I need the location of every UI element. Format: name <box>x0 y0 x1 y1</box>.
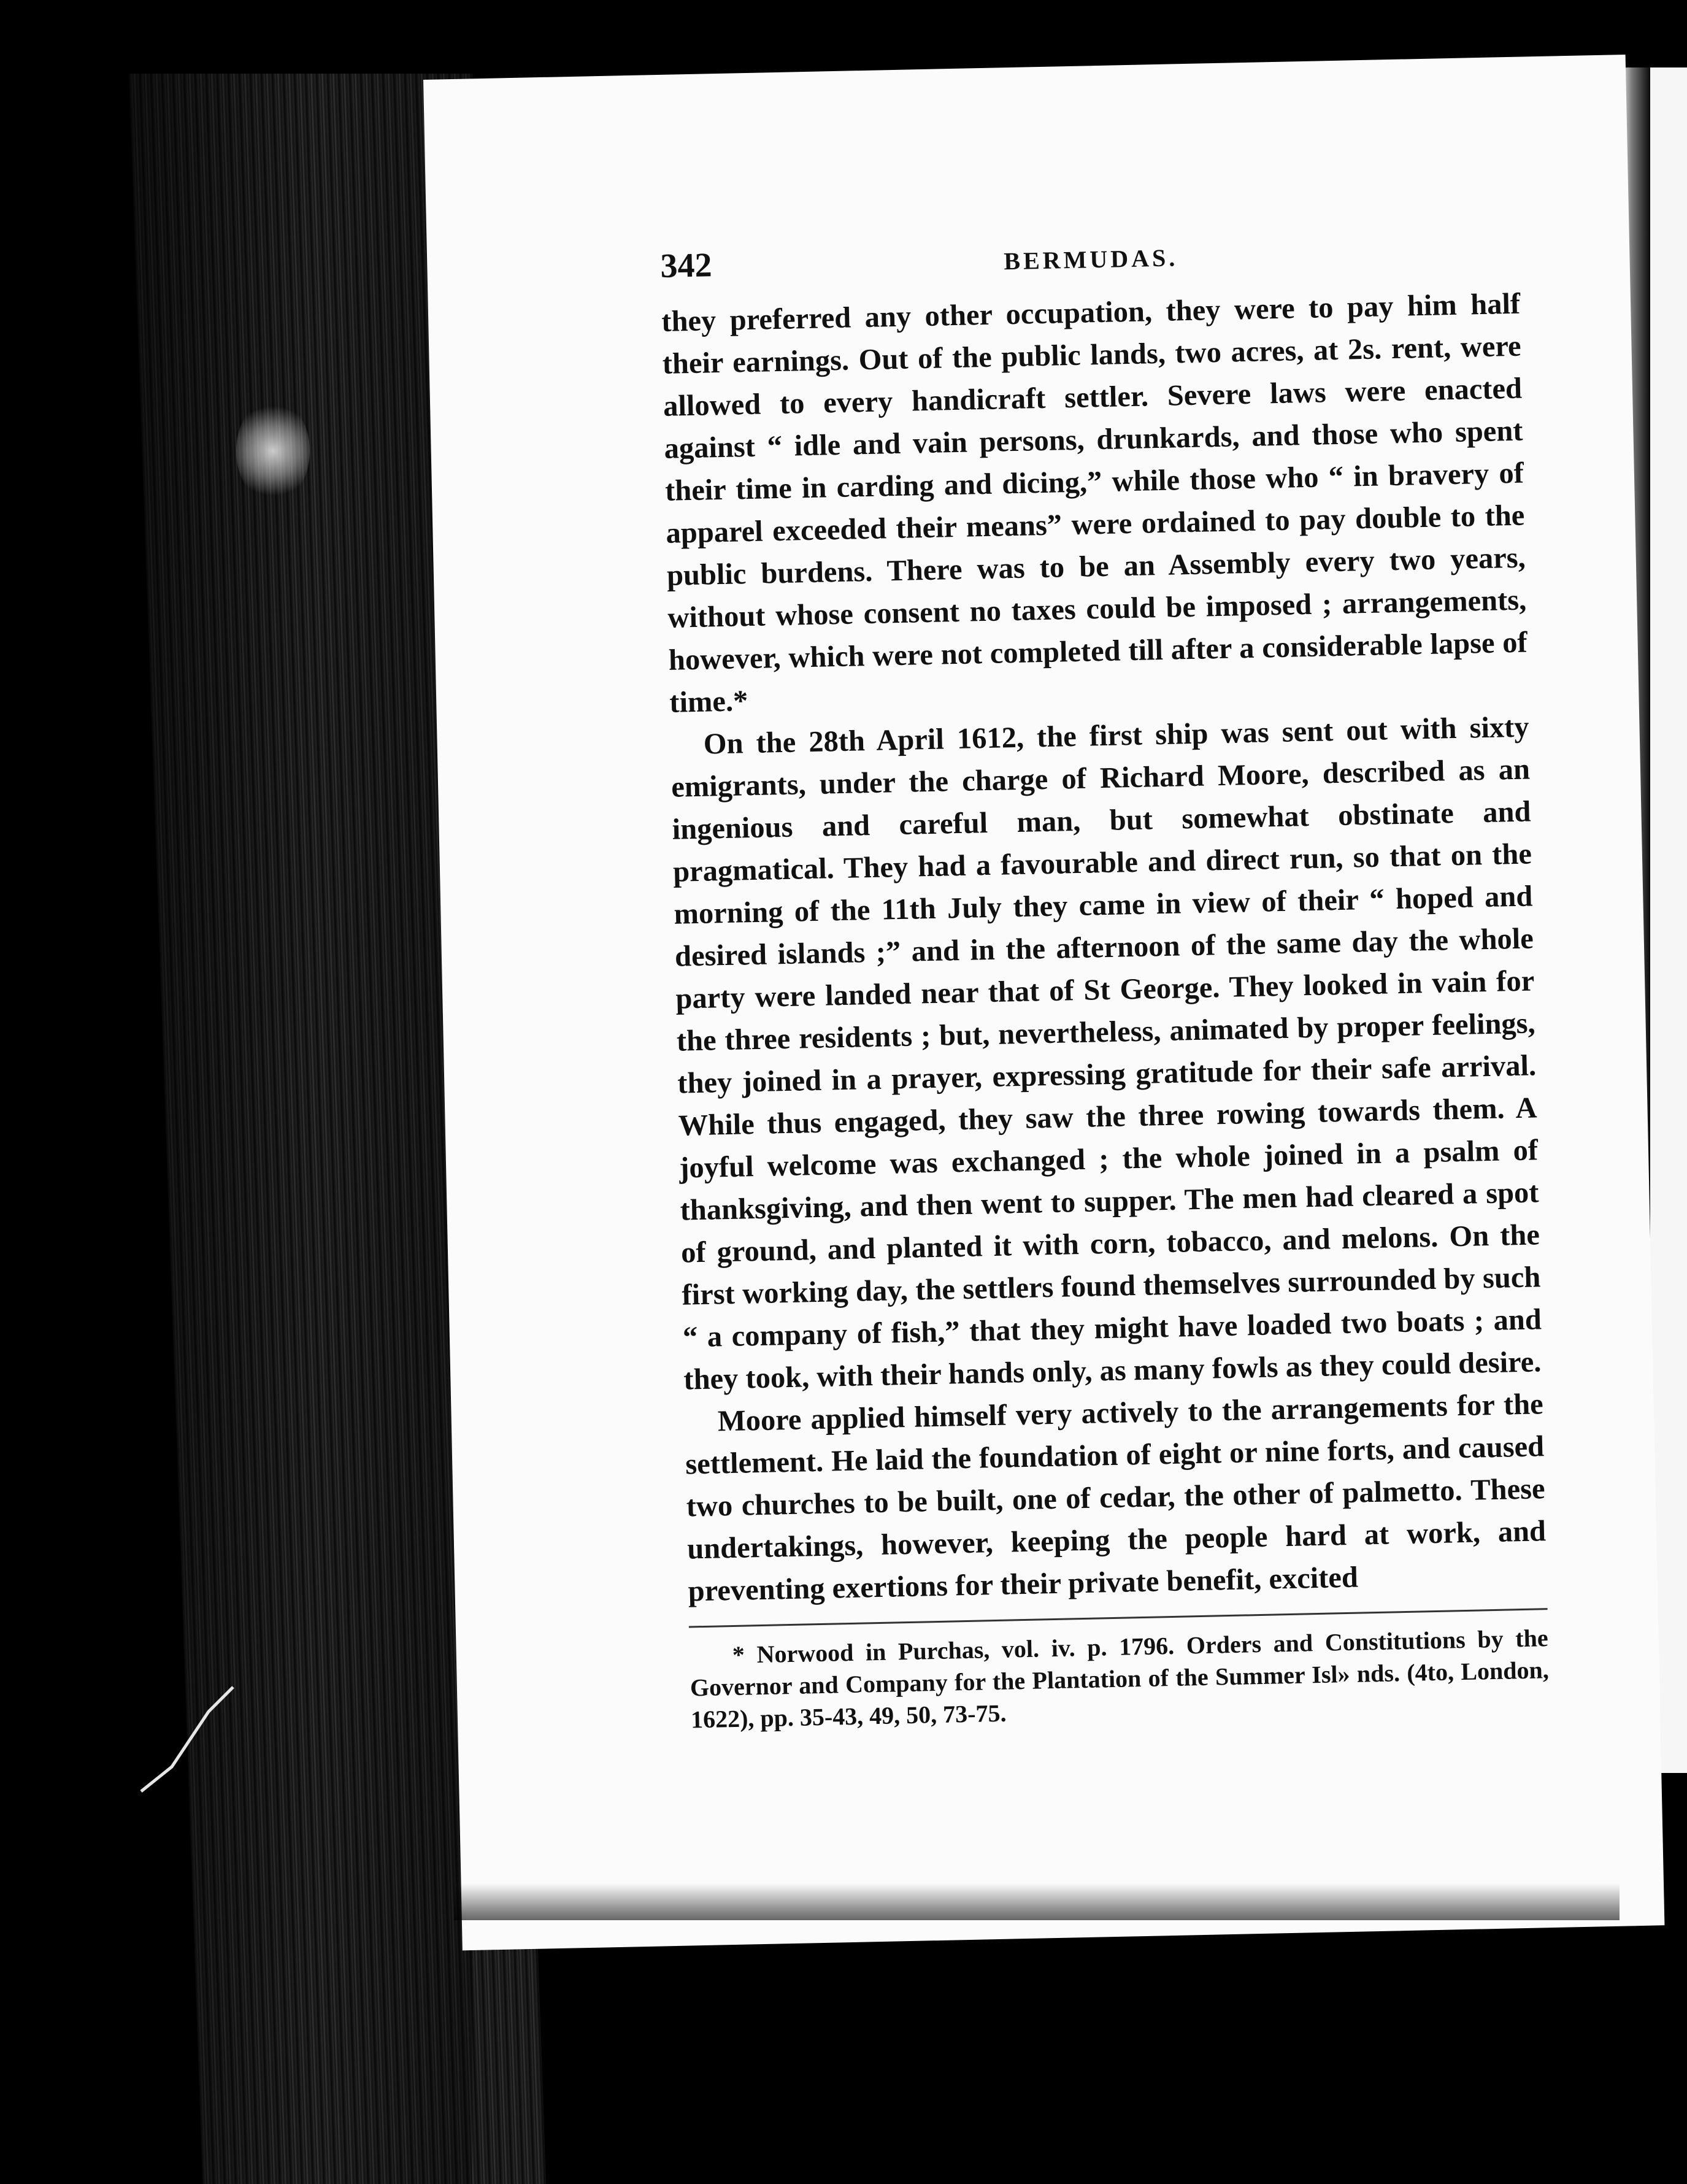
paragraph-first-ship: On the 28th April 1612, the first ship was sent out with sixty emigrants, under the charge of Richard Moore, described as an ingenious and careful man, but somewhat obstinate and pragmatical. They had a favourable and direct run, so that on the morning of the 11th July they came in view of their “ hoped and desired islands ;” and in the afternoon of the same day the whole party were landed near that of St George. They looked in vain for the three residents ; but, nevertheless, animated by proper feelings, they joined in a prayer, expressing gratitude for their safe arrival. While thus engaged, they saw the three rowing towards them. A joyful welcome was exchanged ; the whole joined in a psalm of thanksgiving, and then went to supper. The men had cleared a spot of ground, and planted it with corn, tobacco, and melons. On the first working day, the settlers found themselves surrounded by such “ a company of fish,” that they might have loaded two boats ; and they took, with their hands only, as many fowls as they could desire. <box>671 710 1542 1396</box>
running-title: BERMUDAS. <box>1003 244 1178 275</box>
page-edge-shading <box>129 74 472 2184</box>
body-text <box>661 283 1547 1613</box>
paragraph-moore: Moore applied himself very actively to the arrangements for the settlement. He laid the foundation of eight or nine forts, and caused two churches to be built, one of cedar, the other of palmetto. These undertakings, however, keeping the people hard at work, and preventing exertions for their private benefit, excited <box>685 1388 1547 1608</box>
page-bottom-shadow <box>454 1883 1620 1920</box>
footnote: * Norwood in Purchas, vol. iv. p. 1796. Orders and Constitutions by the Governor and Company for the Plantation of the Summer Isl» nds. (4to, London, 1622), pp. 35-43, 49, 50, 73-75. <box>690 1624 1550 1734</box>
paragraph-continued: they preferred any other occupation, they were to pay him half their earnings. Out of the public lands, two acres, at 2s. rent, were allowed to every handicraft settler. Severe laws were enacted against “ idle and vain persons, drunkards, and those who spent their time in carding and dicing,” while those who “ in bravery of apparel exceeded their means” were ordained to pay double to the public burdens. There was to be an Assembly every two years, without whose consent no taxes could be imposed ; arrangements, however, which were not completed till after a considerable lapse of time.* <box>661 287 1528 719</box>
running-head <box>660 229 1520 290</box>
scan-scratch-mark <box>135 1681 258 1798</box>
page-number: 342 <box>659 246 713 285</box>
book-page <box>423 55 1664 1950</box>
page-text-block <box>660 229 1550 1736</box>
scan-smudge <box>236 399 310 503</box>
